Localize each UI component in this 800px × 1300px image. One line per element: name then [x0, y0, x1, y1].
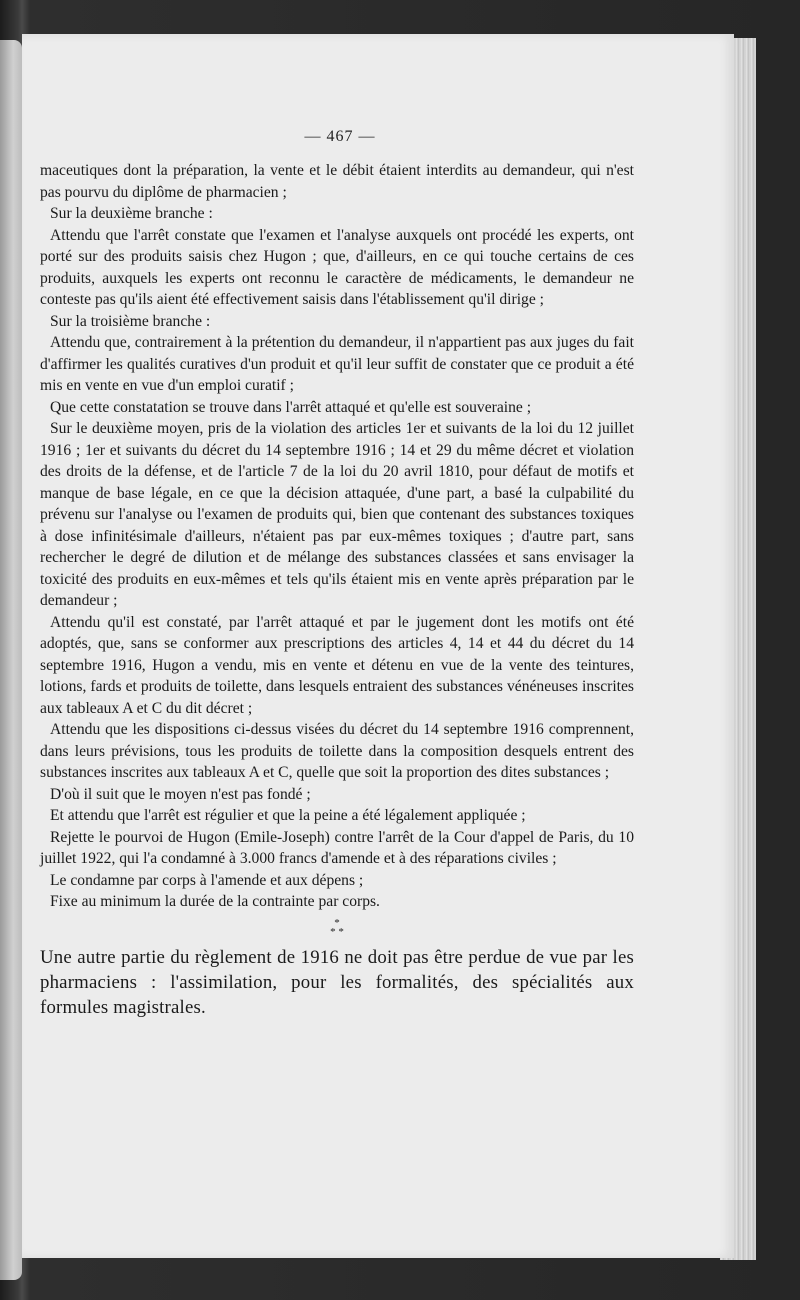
paragraph: Attendu que l'arrêt constate que l'examen et l'analyse auxquels ont procédé les experts, ont porté sur des produits saisis chez Hugon ; que, d'ailleurs, en ce qui touche certains de ces produits, auxquels les experts ont reconnu le caractère de médicaments, le demandeur ne conteste pas qu'ils aient été effectivement saisis dans l'établissement qu'il dirige ; — [40, 226, 634, 308]
separator-star-bottom: * * — [330, 925, 344, 938]
paragraph: Attendu que, contrairement à la prétention du demandeur, il n'appartient pas aux juges du fait d'affirmer les qualités curatives d'un produit et qu'il leur suffit de constater que ce produit a été mis en vente en vue d'un emploi curatif ; — [40, 334, 634, 394]
paragraph: Le condamne par corps à l'amende et aux dépens ; — [50, 871, 364, 889]
closing-paragraph: Une autre partie du règlement de 1916 ne doit pas être perdue de vue par les pharmaciens : l'assimilation, pour les formalités, des spécialités aux formules magistrales. — [40, 946, 634, 1018]
paragraph: Sur la troisième branche : — [50, 312, 211, 330]
paragraph: Que cette constatation se trouve dans l'arrêt attaqué et qu'elle est souveraine ; — [50, 398, 532, 416]
page-number: — 467 — — [304, 128, 376, 145]
separator-star-top: * — [334, 916, 340, 929]
paragraph: Et attendu que l'arrêt est régulier et que la peine a été légalement appliquée ; — [50, 807, 526, 824]
paragraph: Sur la deuxième branche : — [50, 205, 213, 222]
paragraph: D'où il suit que le moyen n'est pas fondé ; — [50, 785, 311, 803]
paragraph: Attendu qu'il est constaté, par l'arrêt attaqué et par le jugement dont les motifs ont été adoptés, que, sans se conformer aux prescriptions des articles 4, 14 et 44 du décret du 14 septembre 1916, Hugon a vendu, mis en vente et détenu en vue de la vente des teintures, lotions, fards et produits de toilette, dans lesquels entraient des substances vénéneuses inscrites aux tableaux A et C du dit décret ; — [40, 613, 634, 717]
body-text — [40, 160, 634, 1020]
paragraph: Rejette le pourvoi de Hugon (Emile-Joseph) contre l'arrêt de la Cour d'appel de Paris, du 10 juillet 1922, qui l'a condamné à 3.000 francs d'amende et à des réparations civiles ; — [40, 828, 634, 867]
closing-section — [40, 945, 634, 1020]
paragraph: Attendu que les dispositions ci-dessus visées du décret du 14 septembre 1916 comprennent, dans leurs prévisions, tous les produits de toilette dans la composition desquels entrent des substances inscrites aux tableaux A et C, quelle que soit la proportion des dites substances ; — [40, 721, 634, 781]
paragraph: Sur le deuxième moyen, pris de la violation des articles 1er et suivants de la loi du 12 juillet 1916 ; 1er et suivants du décret du 14 septembre 1916 ; 14 et 29 du même décret et violation des droits de la défense, et de l'article 7 de la loi du 20 avril 1810, pour défaut de motifs et manque de base légale, en ce que la décision attaquée, d'une part, a basé la culpabilité du prévenu sur l'analyse ou l'examen de produits qui, bien que contenant des substances toxiques à dose infinitésimale d'ailleurs, n'étaient pas par eux-mêmes toxiques ; d'autre part, sans rechercher le degré de dilution et de mélange des substances classées et sans envisager la toxicité des produits en eux-mêmes et tels qu'ils étaient mis en vente après préparation par le demandeur ; — [40, 420, 634, 609]
paragraph: Fixe au minimum la durée de la contrainte par corps. — [50, 893, 380, 910]
left-page-edge — [0, 40, 22, 1280]
section-separator — [40, 916, 634, 938]
paragraph: maceutiques dont la préparation, la vente et le débit étaient interdits au demandeur, qui n'est pas pourvu du diplôme de pharmacien ; — [40, 162, 634, 201]
book-page — [22, 34, 734, 1258]
